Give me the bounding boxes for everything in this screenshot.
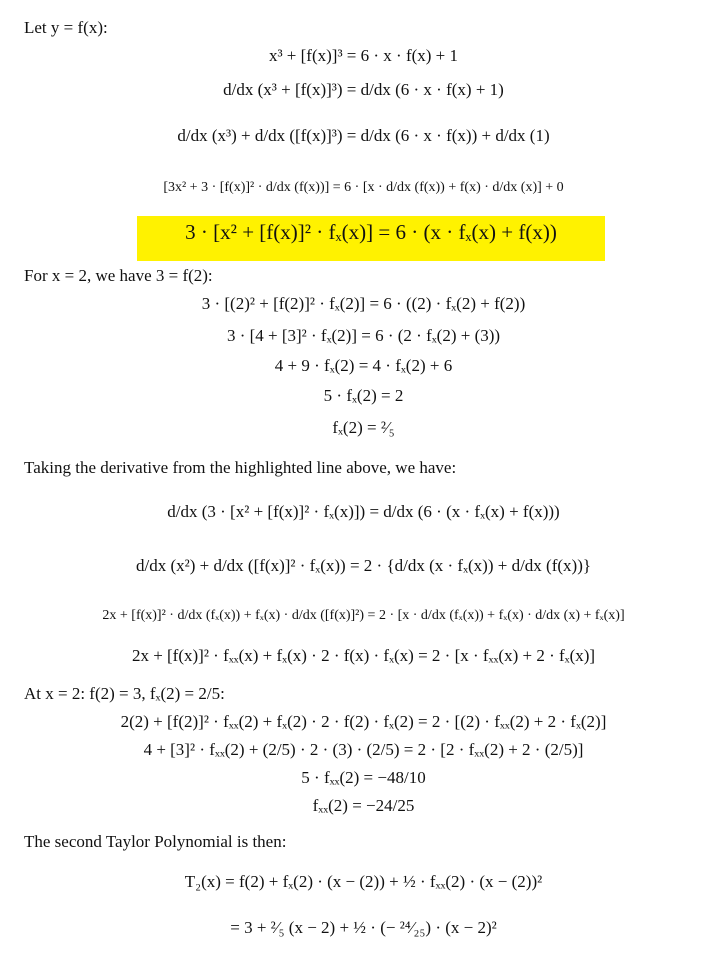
equation-2-3: 4 + 9 · fₓ(2) = 4 · fₓ(2) + 6 xyxy=(274,356,453,375)
equation-2-2: 3 · [4 + [3]² · fₓ(2)] = 6 · (2 · fₓ(2) + (3)) xyxy=(226,326,501,345)
highlighted-equation: 3 · [x² + [f(x)]² · fₓ(x)] = 6 · (x · fₓ(x) + f(x)) xyxy=(185,220,557,244)
equation-1-3: d/dx (x³) + d/dx ([f(x)]³) = d/dx (6 · x · f(x)) + d/dx (1) xyxy=(177,126,550,145)
equation-1-4: [3x² + 3 · [f(x)]² · d/dx (f(x))] = 6 · [x · d/dx (f(x)) + f(x) · d/dx (x)] + 0 xyxy=(163,180,564,195)
equation-3-4: 2x + [f(x)]² · fₓₓ(x) + fₓ(x) · 2 · f(x) · fₓ(x) = 2 · [x · fₓₓ(x) + 2 · fₓ(x)] xyxy=(131,646,596,665)
equation-2-4: 5 · fₓ(2) = 2 xyxy=(323,386,404,405)
equation-1-1: x³ + [f(x)]³ = 6 · x · f(x) + 1 xyxy=(268,46,459,65)
at-x2-second: At x = 2: f(2) = 3, fₓ(2) = 2/5: xyxy=(24,684,225,703)
equation-3-1: d/dx (3 · [x² + [f(x)]² · fₓ(x)]) = d/dx (6 · (x · fₓ(x) + f(x))) xyxy=(167,502,560,521)
equation-3-2: d/dx (x²) + d/dx ([f(x)]² · fₓ(x)) = 2 · {d/dx (x · fₓ(x)) + d/dx (f(x))} xyxy=(135,556,592,575)
taylor-line-2: = 3 + ²⁄₅ (x − 2) + ½ · (− ²⁴⁄₂₅) · (x − 2)² xyxy=(230,918,497,937)
taylor-intro: The second Taylor Polynomial is then: xyxy=(24,832,287,851)
equation-2-1: 3 · [(2)² + [f(2)]² · fₓ(2)] = 6 · ((2) · fₓ(2) + f(2)) xyxy=(201,294,526,313)
equation-4-3: 5 · fₓₓ(2) = −48/10 xyxy=(301,768,426,787)
equation-3-3: 2x + [f(x)]² · d/dx (fₓ(x)) + fₓ(x) · d/dx ([f(x)]²) = 2 · [x · d/dx (fₓ(x)) + fₓ(x) · d/dx (x) + fₓ(x)] xyxy=(102,608,625,623)
equation-2-5: fₓ(2) = ²⁄₅ xyxy=(332,418,395,437)
taylor-line-1: T₂(x) = f(2) + fₓ(2) · (x − (2)) + ½ · fₓₓ(2) · (x − (2))² xyxy=(184,872,543,891)
intro-text: Let y = f(x): xyxy=(24,18,108,37)
equation-4-1: 2(2) + [f(2)]² · fₓₓ(2) + fₓ(2) · 2 · f(2) · fₓ(2) = 2 · [(2) · fₓₓ(2) + 2 · fₓ(2)] xyxy=(120,712,607,731)
at-x2-intro: For x = 2, we have 3 = f(2): xyxy=(24,266,213,285)
equation-4-2: 4 + [3]² · fₓₓ(2) + (2/5) · 2 · (3) · (2/5) = 2 · [2 · fₓₓ(2) + 2 · (2/5)] xyxy=(143,740,584,759)
equation-4-4: fₓₓ(2) = −24/25 xyxy=(312,796,415,815)
derivative-intro: Taking the derivative from the highlighted line above, we have: xyxy=(24,458,457,477)
equation-1-2: d/dx (x³ + [f(x)]³) = d/dx (6 · x · f(x) + 1) xyxy=(223,80,504,99)
